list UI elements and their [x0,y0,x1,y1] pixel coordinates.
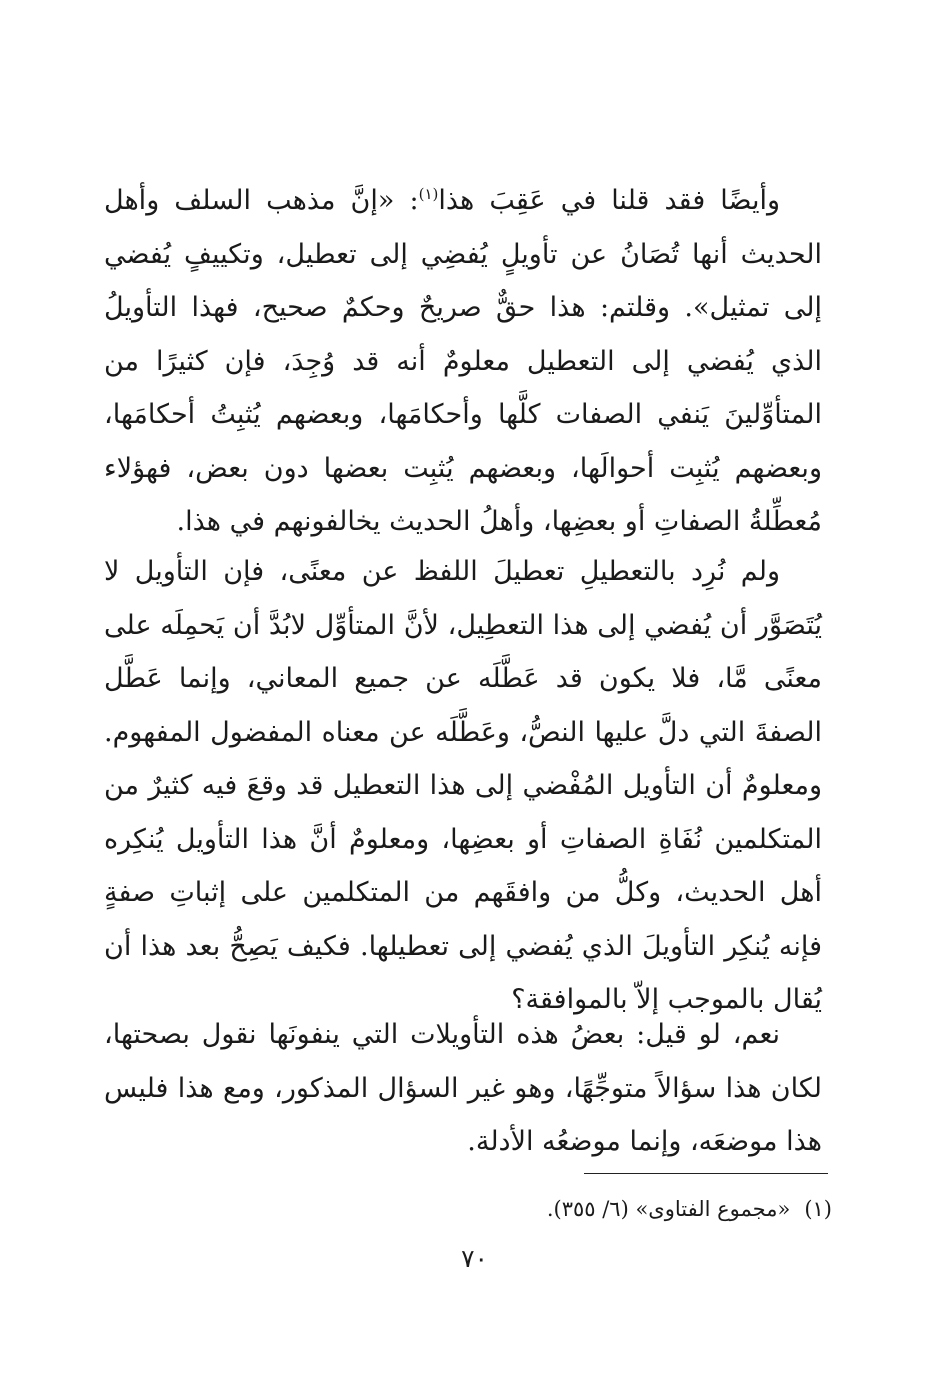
paragraph-2: ولم نُرِد بالتعطيلِ تعطيلَ اللفظ عن معنًى، فإن التأويل لا يُتَصَوَّر أن يُفضي إلى هذا التعطِيل، لأنَّ المتأوِّل لابُدَّ أن يَحمِلَه على معنًى مَّا، فلا يكون قد عَطَّلَه عن جميع المعاني، وإنما عَطَّل الصفةَ التي دلَّ عليها النصُّ، وعَطَّلَه عن معناه المفضول المفهوم. ومعلومٌ أن التأويل المُفْضي إلى هذا التعطيل قد وقعَ فيه كثيرٌ من المتكلمين نُفَاةِ الصفاتِ أو بعضِها، ومعلومٌ أنَّ هذا التأويل يُنكِره أهل الحديث، وكلُّ من وافقَهم من المتكلمين على إثباتِ صفةٍ فإنه يُنكِر التأويلَ الذي يُفضي إلى تعطيلها. فكيف يَصِحُّ بعد هذا أن يُقال بالموجب إلاّ بالموافقة؟ [104,556,822,1015]
footnote-reference[interactable]: (١) [418,185,439,203]
footnote-text: «مجموع الفتاوى» (٦/ ٣٥٥). [546,1197,791,1221]
paragraph-1-opening: وأيضًا فقد قلنا في عَقِبَ هذا [438,185,781,216]
footnote-number: (١) [804,1197,832,1221]
footnote-separator [584,1173,828,1174]
paragraph-1 [104,174,822,549]
paragraph-3: نعم، لو قيل: بعضُ هذه التأويلات التي ينفونَها نقول بصحتها، لكان هذا سؤالاً متوجِّهًا، وهو غير السؤال المذكور، ومع هذا فليس هذا موضعَه، وإنما موضعُه الأدلة. [104,1019,822,1157]
paragraph-1-body: : «إنَّ مذهب السلف وأهل الحديث أنها تُصَانُ عن تأويلٍ يُفضِي إلى تعطيل، وتكييفٍ يُفضي إلى تمثيل». وقلتم: هذا حقٌّ صريحٌ وحكمٌ صحيح، فهذا التأويلُ الذي يُفضي إلى التعطيل معلومٌ أنه قد وُجِدَ، فإن كثيرًا من المتأوِّلينَ يَنفي الصفات كلَّها وأحكامَها، وبعضهم يُثبِتُ أحكامَها، وبعضهم يُثبِت أحوالَها، وبعضهم يُثبِت بعضها دون بعض، فهؤلاء مُعطِّلةُ الصفاتِ أو بعضِها، وأهلُ الحديث يخالفونهم في هذا. [104,185,822,537]
page-number: ٧٠ [461,1244,488,1273]
footnote [420,1191,832,1227]
